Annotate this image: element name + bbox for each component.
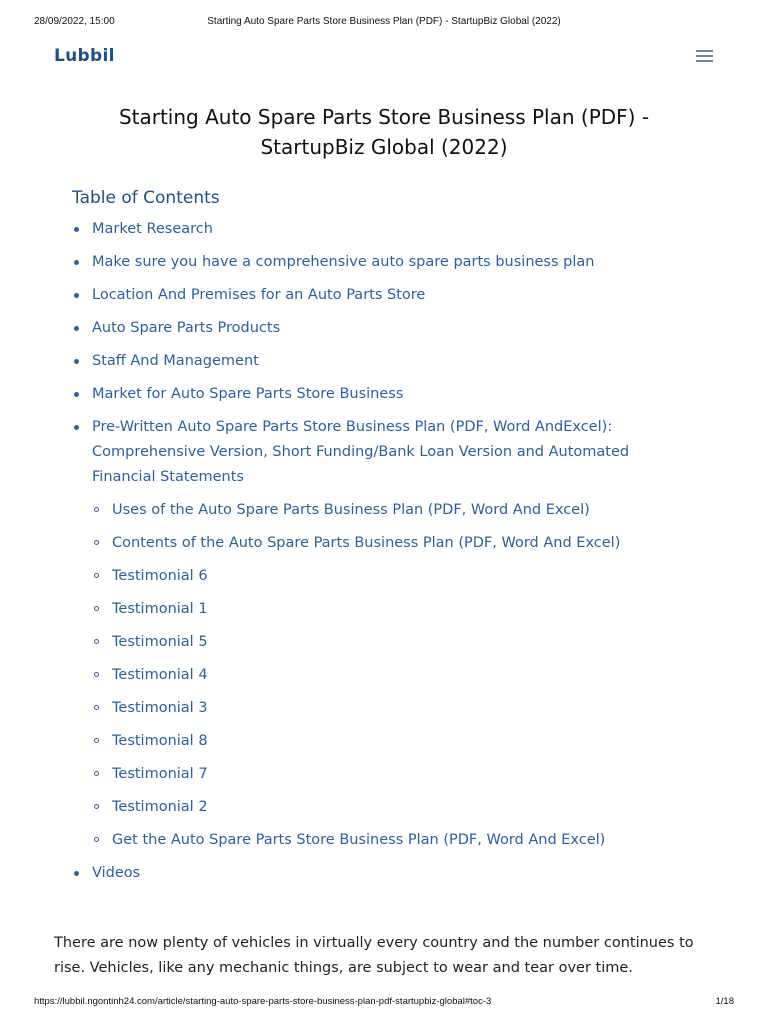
print-url: https://lubbil.ngontinh24.com/article/starting-auto-spare-parts-store-business-plan-pdf-startupbiz-global#toc-3 — [34, 996, 492, 1007]
toc-sublink[interactable]: Testimonial 8 — [112, 733, 208, 749]
toc-subitem — [92, 696, 712, 721]
circle-bullet-icon — [94, 738, 99, 743]
toc-link[interactable]: Videos — [92, 865, 141, 881]
circle-bullet-icon — [94, 804, 99, 809]
toc-item — [72, 250, 712, 275]
toc-subitem — [92, 498, 712, 523]
toc-subitem — [92, 597, 712, 622]
toc-item — [72, 349, 712, 374]
circle-bullet-icon — [94, 639, 99, 644]
toc-link[interactable]: Market for Auto Spare Parts Store Business — [92, 386, 404, 402]
toc-list — [72, 217, 712, 886]
print-page-number: 1/18 — [715, 996, 734, 1007]
toc-subitem — [92, 762, 712, 787]
menu-bar — [696, 55, 713, 57]
bullet-icon — [74, 260, 79, 265]
circle-bullet-icon — [94, 507, 99, 512]
bullet-icon — [74, 359, 79, 364]
toc-link[interactable]: Make sure you have a comprehensive auto spare parts business plan — [92, 254, 595, 270]
toc-sublink[interactable]: Testimonial 5 — [112, 634, 208, 650]
toc-sublink[interactable]: Testimonial 7 — [112, 766, 208, 782]
toc-item — [72, 217, 712, 242]
circle-bullet-icon — [94, 837, 99, 842]
toc-sublink[interactable]: Uses of the Auto Spare Parts Business Plan (PDF, Word And Excel) — [112, 502, 590, 518]
circle-bullet-icon — [94, 672, 99, 677]
menu-bar — [696, 60, 713, 62]
toc-item — [72, 382, 712, 407]
toc-subitem — [92, 630, 712, 655]
toc-sublink[interactable]: Contents of the Auto Spare Parts Business Plan (PDF, Word And Excel) — [112, 535, 621, 551]
bullet-icon — [74, 227, 79, 232]
site-header — [0, 44, 768, 72]
toc-link[interactable]: Pre-Written Auto Spare Parts Store Business Plan (PDF, Word AndExcel): Comprehensive Version, Short Funding/Bank Loan Version and Automated Financial Statements — [92, 419, 630, 485]
toc-subitem — [92, 729, 712, 754]
toc-sublink[interactable]: Testimonial 2 — [112, 799, 208, 815]
toc-subitem — [92, 531, 712, 556]
toc-item — [72, 415, 712, 853]
bullet-icon — [74, 392, 79, 397]
toc-link[interactable]: Location And Premises for an Auto Parts Store — [92, 287, 426, 303]
menu-bar — [696, 50, 713, 52]
toc-link[interactable]: Staff And Management — [92, 353, 259, 369]
bullet-icon — [74, 425, 79, 430]
toc-link[interactable]: Market Research — [92, 221, 213, 237]
circle-bullet-icon — [94, 573, 99, 578]
toc-sublink[interactable]: Testimonial 6 — [112, 568, 208, 584]
print-document-title: Starting Auto Spare Parts Store Business Plan (PDF) - StartupBiz Global (2022) — [207, 16, 561, 27]
toc-sublist — [92, 498, 712, 853]
toc-item — [72, 316, 712, 341]
intro-paragraph: There are now plenty of vehicles in virtually every country and the number continues to rise. Vehicles, like any mechanic things, are subject to wear and tear over time. — [54, 935, 694, 976]
circle-bullet-icon — [94, 540, 99, 545]
bullet-icon — [74, 293, 79, 298]
site-logo[interactable]: Lubbil — [54, 46, 115, 66]
page-title: Starting Auto Spare Parts Store Business Plan (PDF) - StartupBiz Global (2022) — [118, 105, 650, 159]
bullet-icon — [74, 871, 79, 876]
toc-sublink[interactable]: Testimonial 1 — [112, 601, 208, 617]
print-footer — [0, 996, 768, 1010]
toc-sublink[interactable]: Get the Auto Spare Parts Store Business Plan (PDF, Word And Excel) — [112, 832, 606, 848]
hamburger-menu-icon[interactable] — [694, 47, 716, 65]
toc-sublink[interactable]: Testimonial 4 — [112, 667, 208, 683]
toc-sublink[interactable]: Testimonial 3 — [112, 700, 208, 716]
toc-subitem — [92, 795, 712, 820]
toc-subitem — [92, 828, 712, 853]
toc-subitem — [92, 663, 712, 688]
toc-item — [72, 861, 712, 886]
table-of-contents — [72, 186, 712, 894]
toc-subitem — [92, 564, 712, 589]
circle-bullet-icon — [94, 705, 99, 710]
bullet-icon — [74, 326, 79, 331]
circle-bullet-icon — [94, 771, 99, 776]
toc-item — [72, 283, 712, 308]
circle-bullet-icon — [94, 606, 99, 611]
toc-link[interactable]: Auto Spare Parts Products — [92, 320, 281, 336]
print-datetime: 28/09/2022, 15:00 — [34, 16, 115, 27]
toc-heading: Table of Contents — [72, 188, 220, 208]
print-header — [0, 16, 768, 32]
